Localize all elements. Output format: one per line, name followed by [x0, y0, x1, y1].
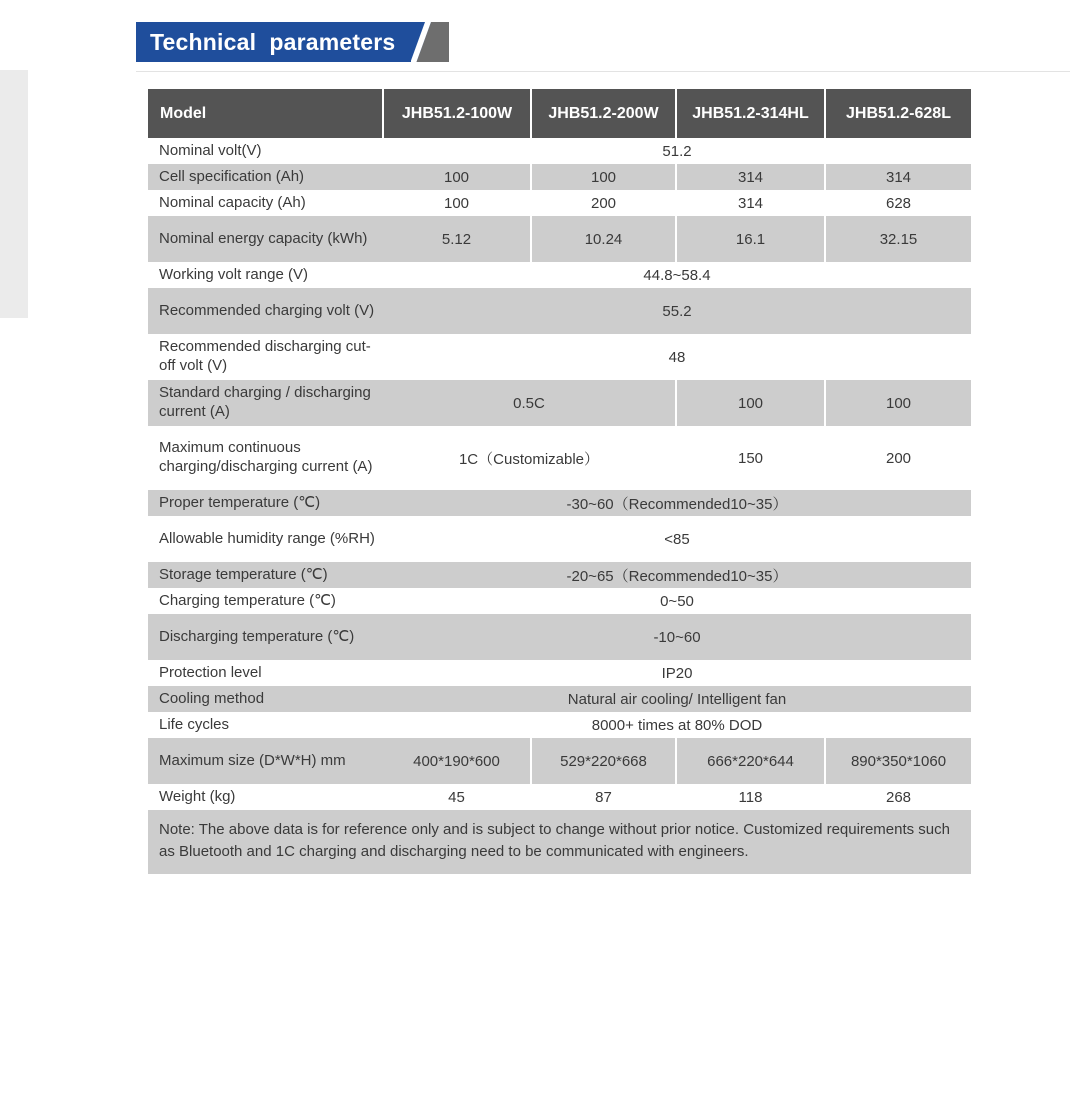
row-value: 0~50: [383, 588, 971, 614]
row-value: -30~60（Recommended10~35）: [383, 490, 971, 516]
row-value: 87: [531, 784, 676, 810]
table-header: [148, 89, 971, 138]
row-value: 44.8~58.4: [383, 262, 971, 288]
row-value: 48: [383, 334, 971, 380]
table-row: [148, 164, 971, 190]
row-value: 8000+ times at 80% DOD: [383, 712, 971, 738]
row-value: 10.24: [531, 216, 676, 262]
table-row: [148, 490, 971, 516]
row-value: 0.5C: [383, 380, 676, 426]
technical-parameters-table: [148, 89, 971, 874]
section-banner: [136, 22, 449, 62]
row-label: Recommended charging volt (V): [148, 288, 383, 334]
row-value: 314: [676, 164, 825, 190]
row-value: 529*220*668: [531, 738, 676, 784]
table-header-row: [148, 89, 971, 138]
row-value: 314: [825, 164, 971, 190]
table-note: Note: The above data is for reference only and is subject to change without prior notice. Customized requirements such as Bluetooth and 1C charging and discharging need to be communicated with engineers.: [148, 810, 971, 874]
table-row: [148, 588, 971, 614]
table-body: [148, 138, 971, 874]
row-label: Recommended discharging cut-off volt (V): [148, 334, 383, 380]
row-value: 16.1: [676, 216, 825, 262]
row-label: Standard charging / discharging current (A): [148, 380, 383, 426]
table-row: [148, 686, 971, 712]
row-value: -10~60: [383, 614, 971, 660]
table-row: [148, 426, 971, 490]
column-header-model-3: JHB51.2-314HL: [676, 89, 825, 138]
table-row: [148, 660, 971, 686]
row-label: Charging temperature (℃): [148, 588, 383, 614]
row-value: Natural air cooling/ Intelligent fan: [383, 686, 971, 712]
left-edge-decoration: [0, 70, 28, 318]
row-label: Nominal capacity (Ah): [148, 190, 383, 216]
row-value: 118: [676, 784, 825, 810]
table-row: [148, 784, 971, 810]
table-row: [148, 138, 971, 164]
row-value: 666*220*644: [676, 738, 825, 784]
row-value: IP20: [383, 660, 971, 686]
row-label: Cell specification (Ah): [148, 164, 383, 190]
row-value: 890*350*1060: [825, 738, 971, 784]
row-value: 55.2: [383, 288, 971, 334]
row-value: <85: [383, 516, 971, 562]
table-note-row: [148, 810, 971, 874]
row-value: 100: [825, 380, 971, 426]
row-label: Protection level: [148, 660, 383, 686]
row-value: 268: [825, 784, 971, 810]
row-label: Allowable humidity range (%RH): [148, 516, 383, 562]
row-value: -20~65（Recommended10~35）: [383, 562, 971, 588]
column-header-model: Model: [148, 89, 383, 138]
row-label: Weight (kg): [148, 784, 383, 810]
table-row: [148, 190, 971, 216]
table-row: [148, 334, 971, 380]
table-row: [148, 712, 971, 738]
table-row: [148, 738, 971, 784]
column-header-model-2: JHB51.2-200W: [531, 89, 676, 138]
row-value: 100: [676, 380, 825, 426]
row-value: 100: [531, 164, 676, 190]
header-divider: [136, 71, 1070, 72]
table-row: [148, 516, 971, 562]
page-title: Technical parameters: [150, 28, 396, 55]
row-label: Proper temperature (℃): [148, 490, 383, 516]
row-value: 100: [383, 190, 531, 216]
table-row: [148, 216, 971, 262]
row-label: Storage temperature (℃): [148, 562, 383, 588]
table-row: [148, 562, 971, 588]
table-row: [148, 614, 971, 660]
row-value: 32.15: [825, 216, 971, 262]
row-label: Nominal energy capacity (kWh): [148, 216, 383, 262]
row-label: Nominal volt(V): [148, 138, 383, 164]
banner-blue-block: [136, 22, 411, 62]
row-label: Working volt range (V): [148, 262, 383, 288]
row-value: 51.2: [383, 138, 971, 164]
column-header-model-1: JHB51.2-100W: [383, 89, 531, 138]
table-row: [148, 262, 971, 288]
row-value: 1C（Customizable）: [383, 426, 676, 490]
row-value: 45: [383, 784, 531, 810]
row-label: Maximum continuous charging/discharging current (A): [148, 426, 383, 490]
row-label: Maximum size (D*W*H) mm: [148, 738, 383, 784]
row-value: 200: [825, 426, 971, 490]
row-label: Life cycles: [148, 712, 383, 738]
row-label: Discharging temperature (℃): [148, 614, 383, 660]
banner-slash-decoration: [411, 22, 449, 62]
row-label: Cooling method: [148, 686, 383, 712]
row-value: 5.12: [383, 216, 531, 262]
row-value: 628: [825, 190, 971, 216]
row-value: 200: [531, 190, 676, 216]
table-row: [148, 380, 971, 426]
table-row: [148, 288, 971, 334]
row-value: 100: [383, 164, 531, 190]
row-value: 150: [676, 426, 825, 490]
row-value: 314: [676, 190, 825, 216]
column-header-model-4: JHB51.2-628L: [825, 89, 971, 138]
row-value: 400*190*600: [383, 738, 531, 784]
